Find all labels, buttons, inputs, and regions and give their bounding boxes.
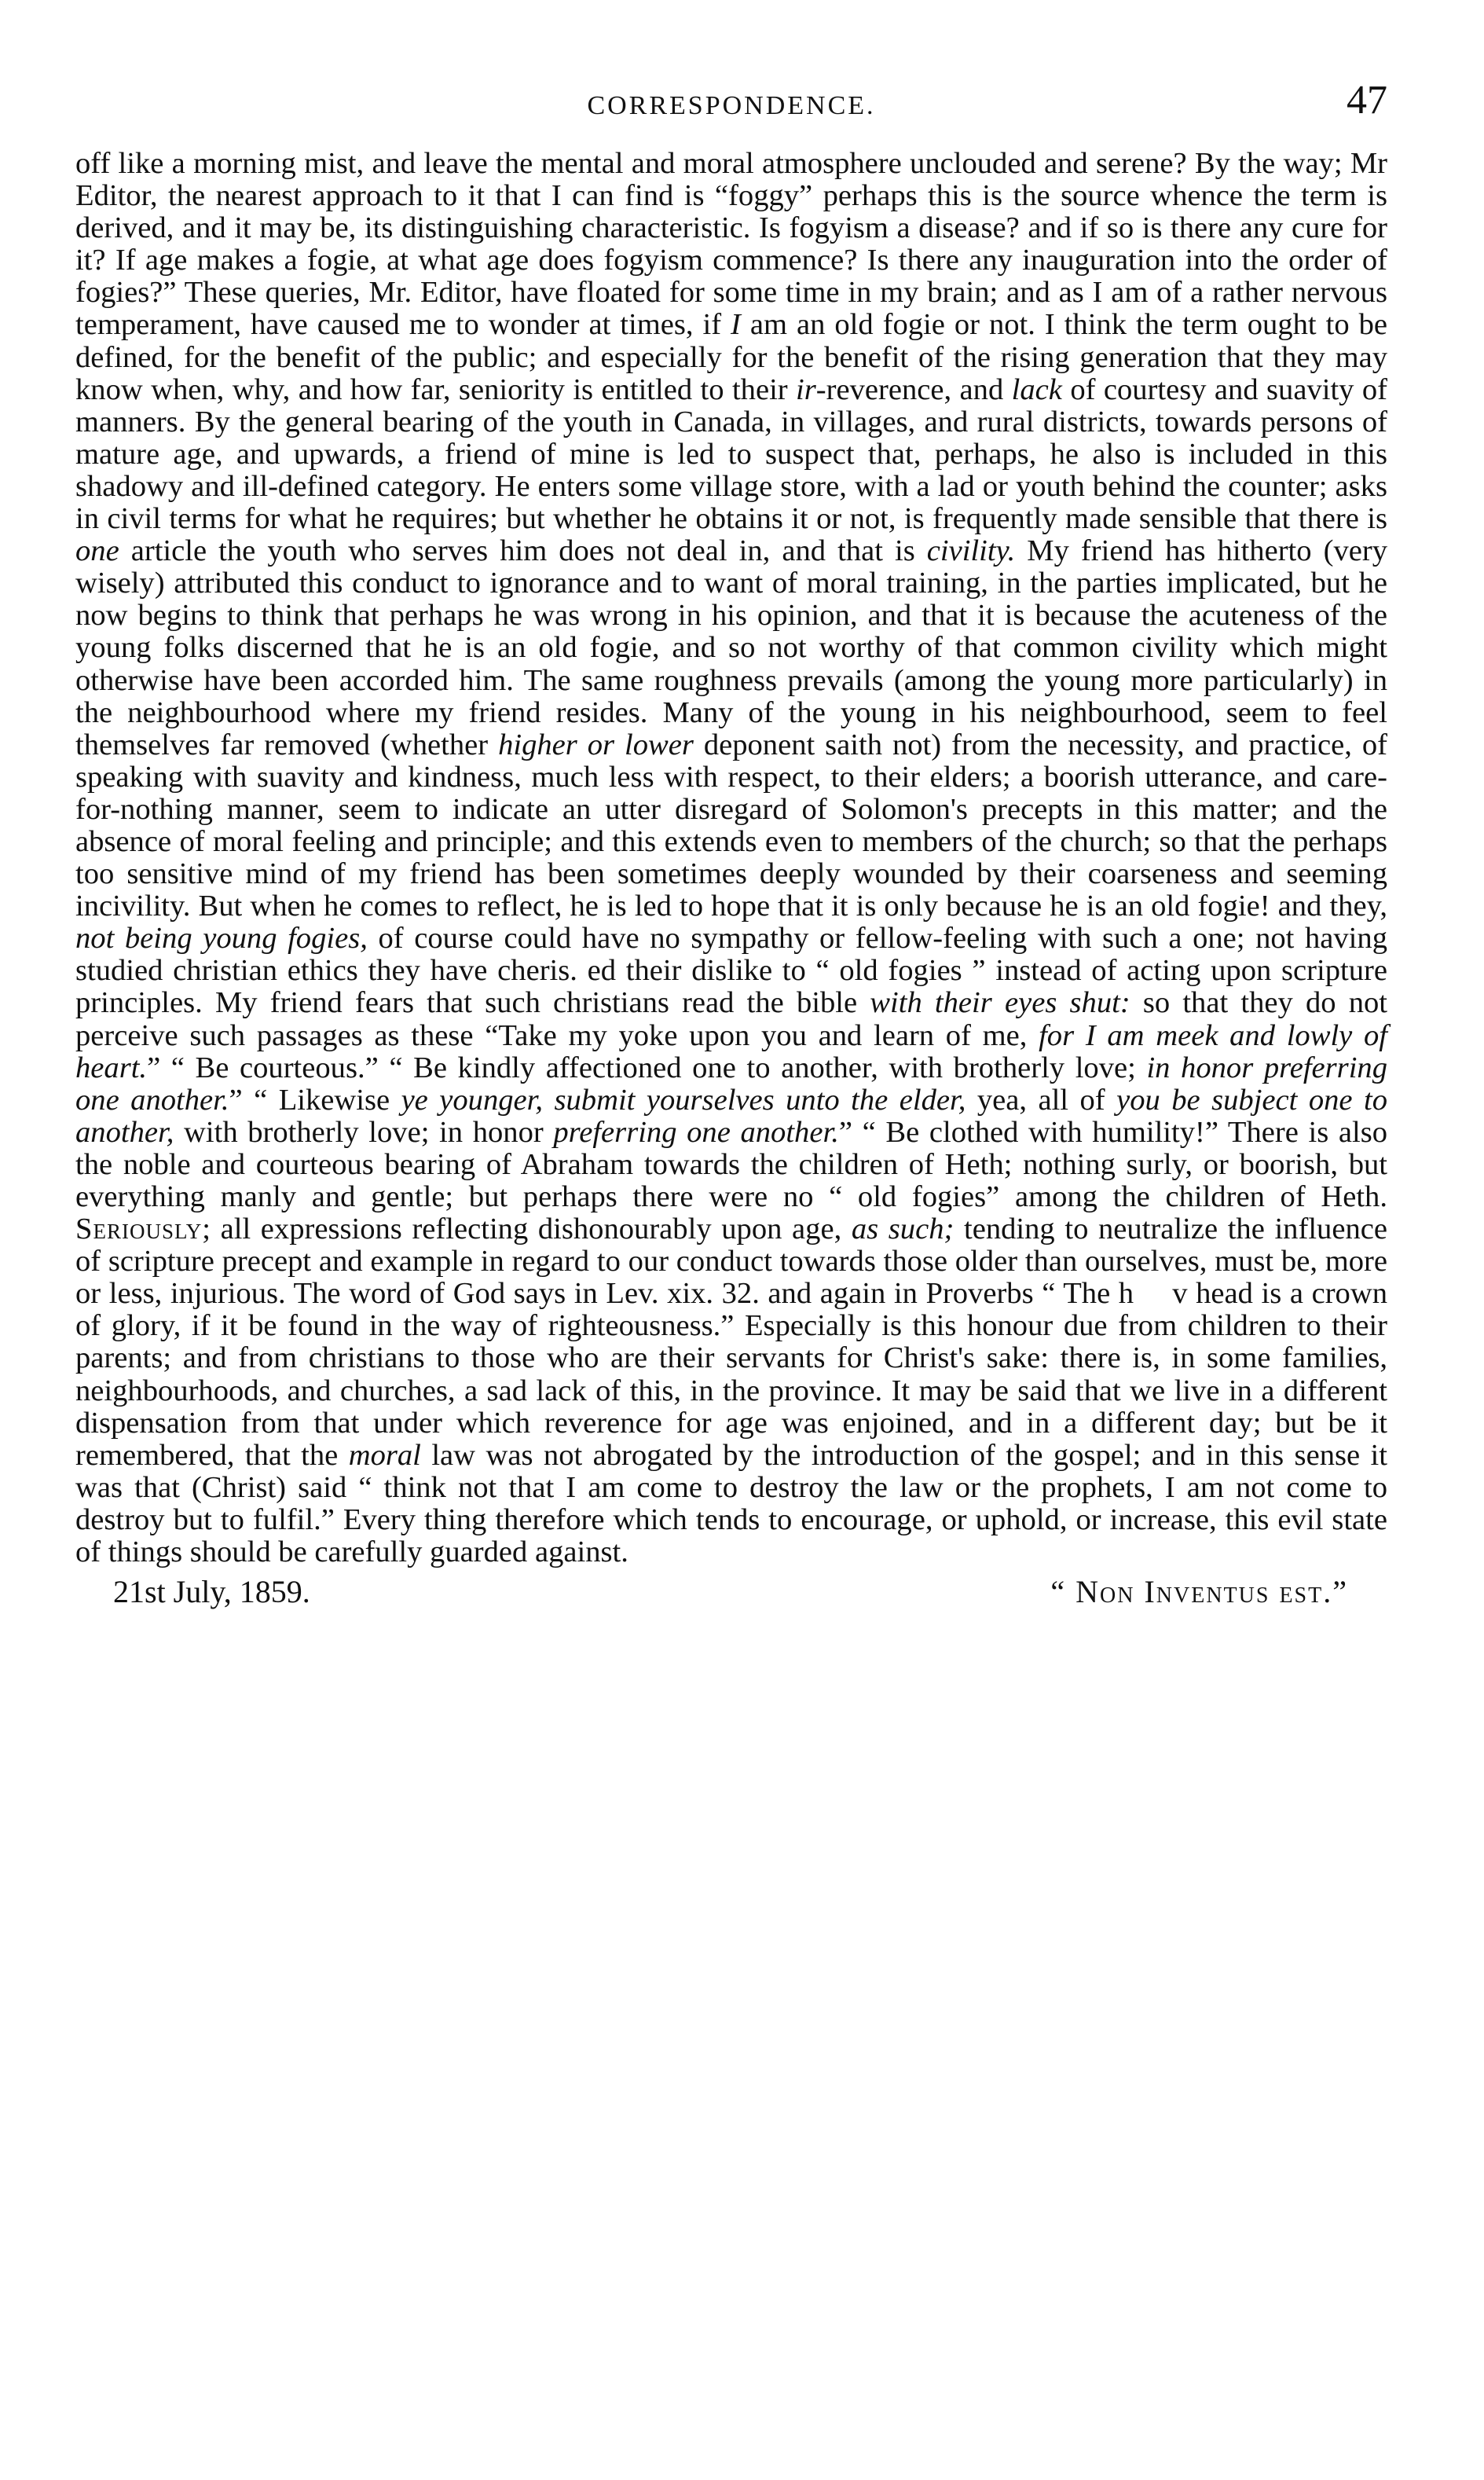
text-run: off like a morning mist, and leave the mental and moral atmosphere unclouded and serene? By the way; Mr Editor, the nearest approach to it that I can find is “foggy” perhaps this is the source whence the term is derived, and it may be, its distinguishing characteristic. Is fogyism a disease? and if so is there any cure for it? If age makes a fogie, at what age does fogyism commence? Is there any inauguration into the order of fogies?” These queries, Mr. Editor, have floated for some time in my brain; and as I am of a rather nervous temperament, have caused me to wonder at times, if bbox=[75, 147, 1387, 342]
italic-run: as such; bbox=[851, 1212, 955, 1246]
text-run: ; all expressions reflecting dishonourably upon age, bbox=[202, 1212, 852, 1246]
text-run: am an old fogie or not. I think the term ought to be defined, for the benefit of the public; and especially for the benefit of the rising generation that they may know when, why, and how far, seniority is entitled to their bbox=[75, 308, 1387, 406]
text-run: of course could have no sympathy or fellow-feeling with such a one; not having studied christian ethics they have cheris. ed their dislike to “ old fogies ” instead of acting upon scripture principles. My friend fears that such christians read the bible bbox=[75, 922, 1387, 1020]
text-run: law was not abrogated by the introduction of the gospel; and in this sense it was that (Christ) said “ think not that I am come to destroy the law or the prophets, I am not come to destroy but to fulfil.” Every thing therefore which tends to encourage, or uphold, or increase, this evil state of things should be carefully guarded against. bbox=[75, 1438, 1387, 1569]
text-run: tending to neutralize the influence of scripture precept and example in regard to our conduct towards those older than ourselves, must be, more or less, injurious. The word of God says in Lev. xix. 32. and again in Proverbs “ The h v head is a crown of glory, if it be found in the way of righteousness.” Especially is this honour due from children to their parents; and from christians to those who are their servants for Christ's sake: there is, in some families, neighbourhoods, and churches, a sad lack of this, in the province. It may be said that we live in a different dispensation from that under which reverence for age was enjoined, and in a different day; but be it remembered, that the bbox=[75, 1212, 1387, 1472]
italic-run: for I am meek and lowly of heart. bbox=[75, 1018, 1387, 1084]
page-number: 47 bbox=[1347, 78, 1387, 123]
small-caps-run: Seriously bbox=[75, 1212, 203, 1246]
italic-run: one bbox=[75, 534, 119, 568]
document-page bbox=[75, 69, 1387, 1620]
italic-run: preferring one another. bbox=[553, 1115, 839, 1149]
text-run: My friend has hitherto (very wisely) attributed this conduct to ignorance and to want of moral training, in the parties implicated, but he now begins to think that perhaps he was wrong in his opinion, and that it is because the acuteness of the young folks discerned that he is an old fogie, and so not worthy of that common civility which might otherwise have been accorded him. The same roughness prevails (among the young more particularly) in the neighbourhood where my friend resides. Many of the young in his neighbourhood, seem to feel themselves far removed (whether bbox=[75, 534, 1387, 761]
signature-row bbox=[75, 1573, 1387, 1620]
text-run: of courtesy and suavity of manners. By the general bearing of the youth in Canada, in villages, and rural districts, towards persons of mature age, and upwards, a friend of mine is led to suspect that, perhaps, he also is included in this shadowy and ill-defined category. He enters some village store, with a lad or youth behind the counter; asks in civil terms for what he requires; but whether he obtains it or not, is frequently made sensible that there is bbox=[75, 372, 1387, 536]
italic-run: lack bbox=[1011, 372, 1062, 406]
letter-body bbox=[75, 148, 1387, 1568]
italic-run: civility. bbox=[926, 534, 1016, 568]
letter-date: 21st July, 1859. bbox=[113, 1574, 310, 1610]
italic-run: I bbox=[731, 308, 741, 342]
text-run: so that they do not perceive such passages as these “Take my yoke upon you and learn of me, bbox=[75, 986, 1388, 1052]
text-run: ” “ Likewise bbox=[229, 1083, 401, 1117]
italic-run: with their eyes shut: bbox=[870, 986, 1130, 1020]
italic-run: moral bbox=[348, 1438, 421, 1472]
text-run: yea, all of bbox=[966, 1083, 1117, 1117]
italic-run: ir bbox=[796, 372, 816, 406]
text-run: deponent saith not) from the necessity, and practice, of speaking with suavity and kindness, much less with respect, to their elders; a boorish utterance, and care-for-nothing manner, seem to indicate an utter disregard of Solomon's precepts in this matter; and the absence of moral feeling and principle; and this extends even to members of the church; so that the perhaps too sensitive mind of my friend has been sometimes deeply wounded by their coarseness and seeming incivility. But when he comes to reflect, he is led to hope that it is only because he is an old fogie! and they, bbox=[75, 728, 1388, 923]
running-head bbox=[75, 69, 1387, 148]
text-run: ” “ Be courteous.” “ Be kindly affectioned one to another, with brotherly love; bbox=[147, 1051, 1147, 1084]
italic-run: higher or lower bbox=[498, 728, 694, 761]
italic-run: ye younger, submit yourselves unto the elder, bbox=[401, 1083, 966, 1117]
text-run: ” “ Be clothed with humility!” There is also the noble and courteous bearing of Abraham towards the children of Heth; nothing surly, or boorish, but everything manly and gentle; but perhaps there were no “ old fogies” among the children of Heth. bbox=[75, 1115, 1388, 1213]
text-run: -reverence, and bbox=[815, 372, 1012, 406]
running-title: CORRESPONDENCE. bbox=[587, 91, 876, 120]
italic-run: in honor preferring one another. bbox=[75, 1051, 1387, 1117]
text-run: article the youth who serves him does not deal in, and that is bbox=[119, 534, 927, 568]
letter-signature: “ Non Inventus est.” bbox=[1050, 1574, 1348, 1610]
italic-run: not being young fogies, bbox=[75, 922, 368, 956]
text-run: with brotherly love; in honor bbox=[174, 1115, 554, 1149]
italic-run: you be subject one to another, bbox=[75, 1083, 1387, 1149]
